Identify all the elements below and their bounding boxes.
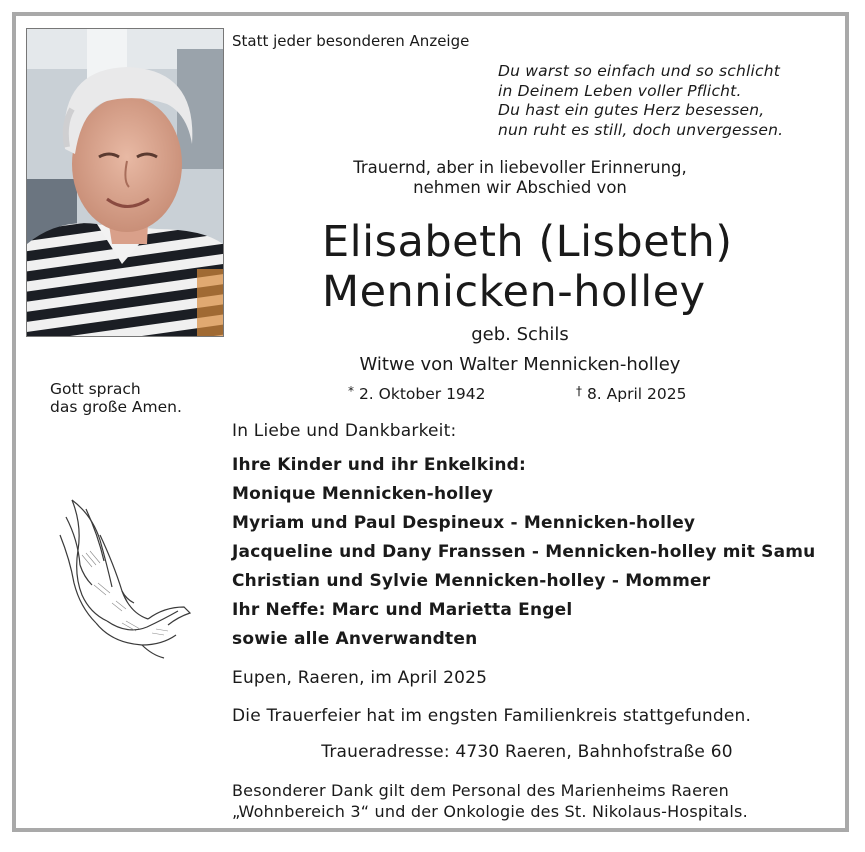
intro-text <box>310 158 730 198</box>
mourner-line: Christian und Sylvie Mennicken-holley - Mommer <box>232 571 711 591</box>
mourner-line: Ihr Neffe: Marc und Marietta Engel <box>232 600 573 620</box>
funeral-address: Traueradresse: 4730 Raeren, Bahnhofstraße 60 <box>321 742 733 762</box>
mourner-line: Monique Mennicken-holley <box>232 484 494 504</box>
mourner-line: Jacqueline und Dany Franssen - Mennicken-holley mit Samu <box>232 542 816 562</box>
intro-line: Trauernd, aber in liebevoller Erinnerung, <box>353 158 687 177</box>
death-symbol: † <box>576 384 582 398</box>
header-note: Statt jeder besonderen Anzeige <box>232 32 470 50</box>
poem-line: nun ruht es still, doch unvergessen. <box>498 120 784 139</box>
widow-of: Witwe von Walter Mennicken-holley <box>359 354 681 375</box>
left-verse <box>50 380 182 416</box>
death-date <box>576 384 686 403</box>
birth-date <box>348 384 486 403</box>
deceased-name-line1: Elisabeth (Lisbeth) <box>322 217 733 267</box>
birth-symbol: * <box>348 384 354 398</box>
thanks-note <box>232 780 748 822</box>
verse-line: Gott sprach <box>50 380 141 398</box>
poem-line: Du hast ein gutes Herz besessen, <box>498 101 765 119</box>
birth-date-text: 2. Oktober 1942 <box>358 385 486 403</box>
portrait-photo <box>26 28 224 337</box>
poem-line: Du warst so einfach und so schlicht <box>498 62 781 80</box>
birth-name: geb. Schils <box>471 324 569 345</box>
ceremony-note: Die Trauerfeier hat im engsten Familienkreis stattgefunden. <box>232 706 752 726</box>
mourner-line: Myriam und Paul Despineux - Mennicken-holley <box>232 513 696 533</box>
place-date: Eupen, Raeren, im April 2025 <box>232 668 488 688</box>
praying-hands-icon <box>52 495 192 660</box>
death-date-text: 8. April 2025 <box>586 385 687 403</box>
poem <box>498 62 783 140</box>
verse-line: das große Amen. <box>50 398 182 416</box>
mourner-line: Ihre Kinder und ihr Enkelkind: <box>232 455 527 475</box>
thanks-line: „Wohnbereich 3“ und der Onkologie des St. Nikolaus-Hospitals. <box>232 802 748 821</box>
intro-line: nehmen wir Abschied von <box>413 178 627 197</box>
mourner-line: sowie alle Anverwandten <box>232 629 478 649</box>
deceased-name-line2: Mennicken-holley <box>322 267 706 317</box>
poem-line: in Deinem Leben voller Pflicht. <box>498 81 742 100</box>
thanks-line: Besonderer Dank gilt dem Personal des Marienheims Raeren <box>232 781 729 800</box>
mourners-intro: In Liebe und Dankbarkeit: <box>232 421 457 441</box>
